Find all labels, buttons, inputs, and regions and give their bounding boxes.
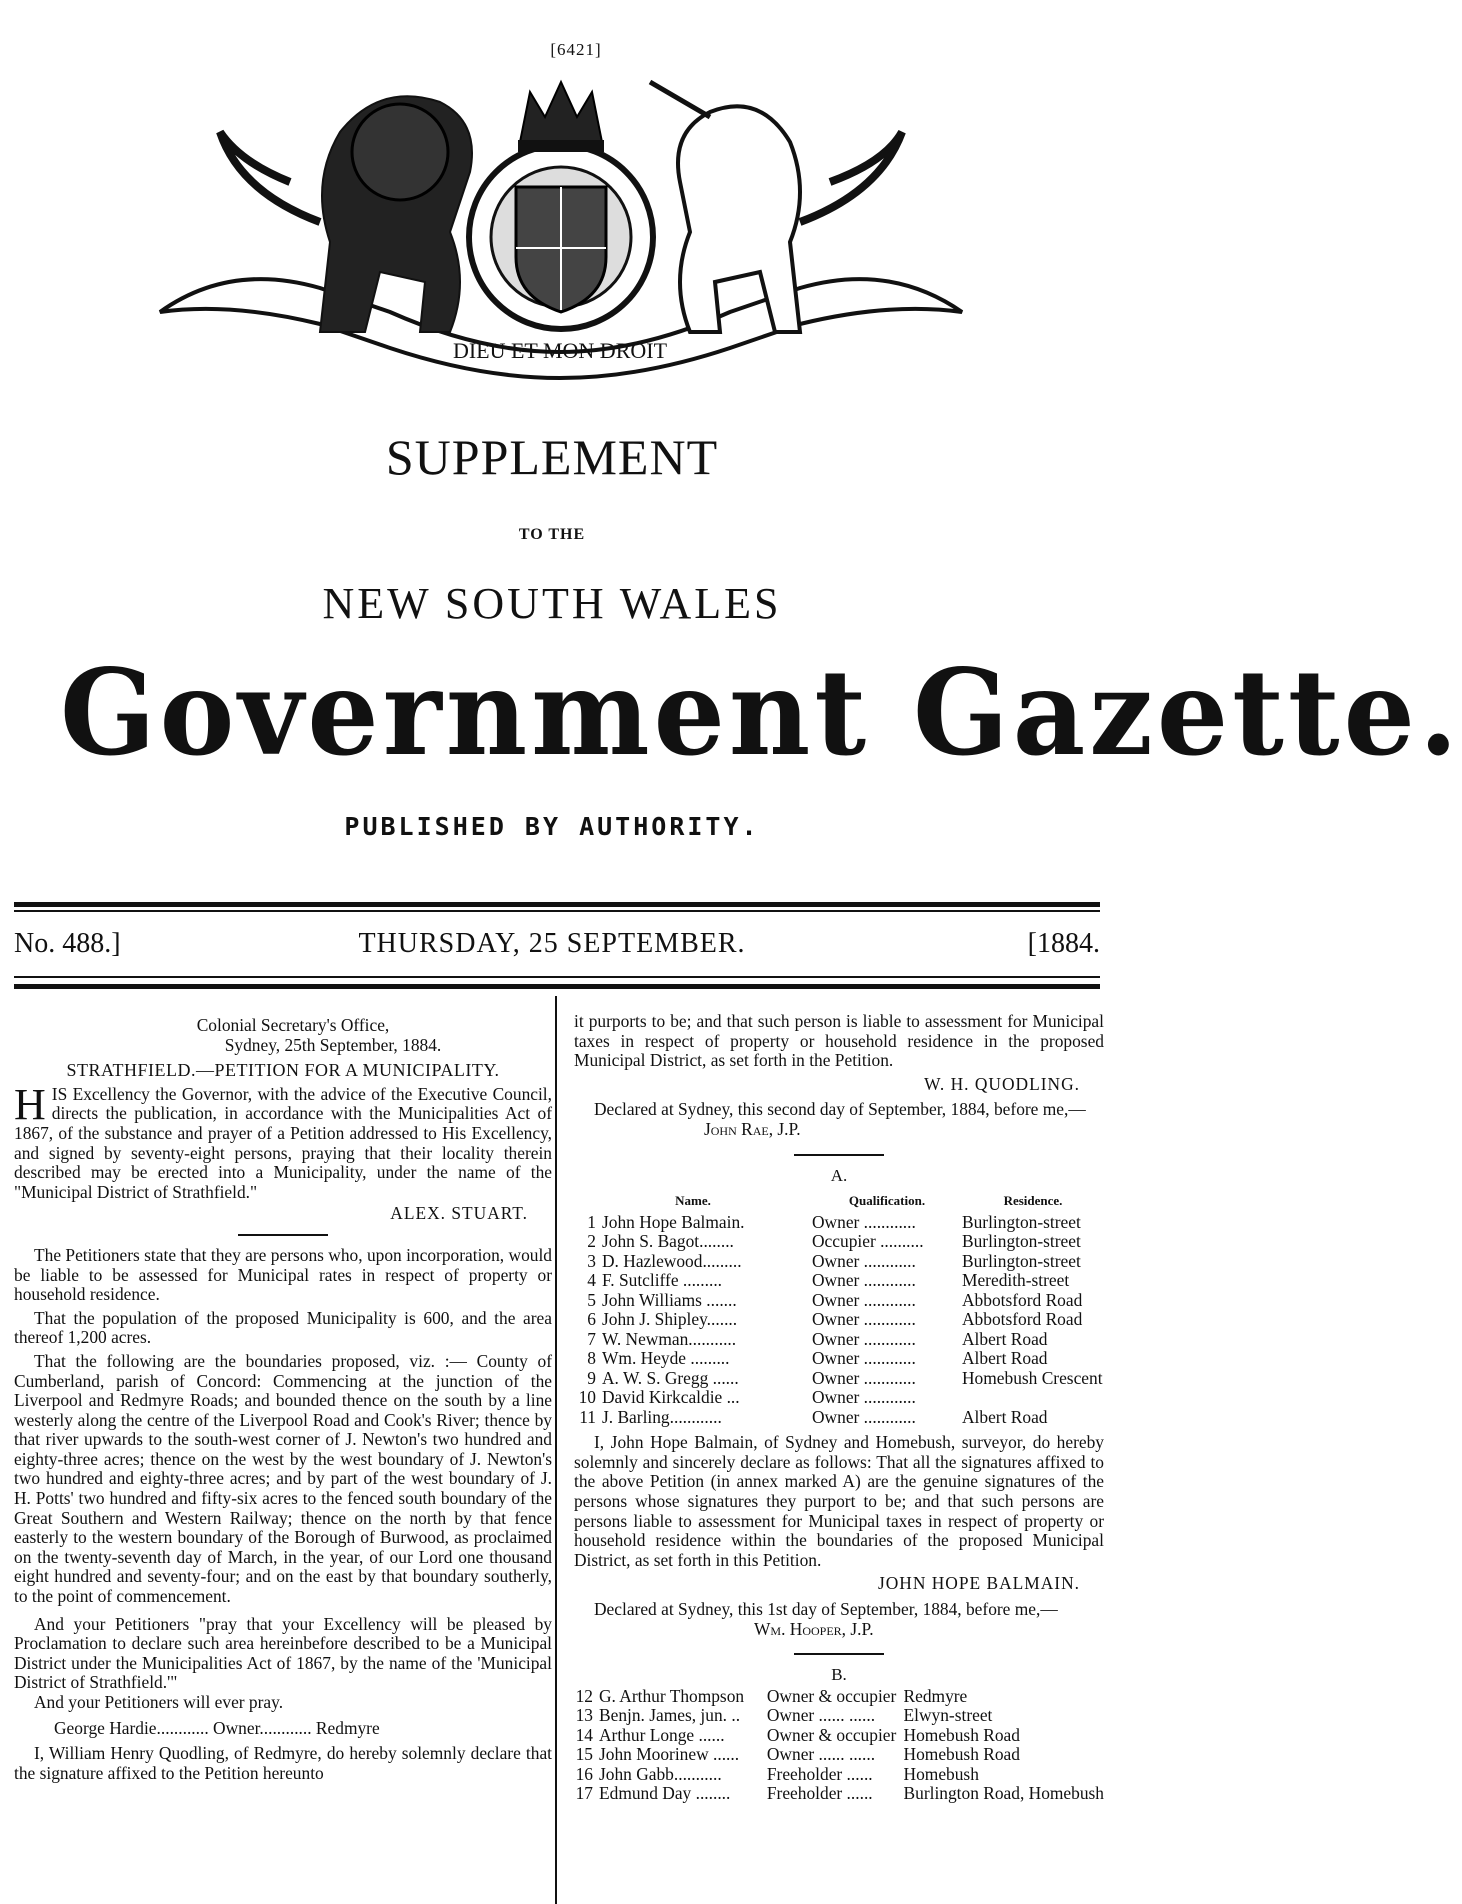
signer-qualification: Owner ............ xyxy=(812,1387,916,1408)
annex-b-label: B. xyxy=(831,1665,847,1685)
royal-coat-of-arms xyxy=(150,62,972,384)
section-rule-b xyxy=(794,1653,884,1655)
signer-number: 15 xyxy=(575,1744,593,1765)
jp-john-rae: John Rae, J.P. xyxy=(704,1118,801,1139)
signer-residence: Redmyre xyxy=(903,1685,968,1706)
header-rule-top-thin xyxy=(14,910,1100,912)
authority-line: PUBLISHED BY AUTHORITY. xyxy=(344,812,760,841)
signer-qualification: Owner ............ xyxy=(812,1406,916,1427)
signer-qualification: Freeholder ...... xyxy=(766,1783,873,1804)
table-row xyxy=(574,1349,1104,1369)
signer-qualification: Owner & occupier xyxy=(766,1685,897,1706)
signer-qualification: Owner ............ xyxy=(812,1309,916,1330)
notice-paragraph-4: That the following are the boundaries proposed, viz. :— County of Cumberland, parish of Concord: Commencing at the junction of the Liverpool and Redmyre Roads; and bounded thence on the south by a line westerly along the centre of the Liverpool Road and Cook's River; thence by that river upwards to the south-west corner of J. Newton's two hundred and eighty-three acres; thence on the west by the west boundary of J. Newton's two hundred and eighty-three acres; and by part of the west boundary of J. H. Potts' two hundred and fifty-six acres to the fenced south boundary of the Great Southern and Western Railway; thence on the north by that fence easterly to the western boundary of the Borough of Burwood, as proclaimed on the twenty-seventh day of March, in the year, of our Lord one thousand eight hundred and seventy-four; and on the east by that boundary southerly, to the point of commencement. xyxy=(14,1350,552,1607)
column-header-residence: Residence. xyxy=(1003,1193,1063,1209)
signer-residence: Burlington-street xyxy=(962,1250,1081,1271)
section-rule-a xyxy=(794,1154,884,1156)
signature-quodling: W. H. QUODLING. xyxy=(924,1073,1080,1094)
signer-qualification: Owner ............ xyxy=(812,1270,916,1291)
notice-paragraph-1: IS Excellency the Governor, with the advice of the Executive Council, directs the publication, in accordance with the Municipalities Act of 1867, of the substance and prayer of a Petition addressed to His Excellency, and signed by seventy-eight persons, praying that their locality therein described may be erected into a Municipality, under the name of the "Municipal District of Strathfield." xyxy=(14,1083,552,1202)
table-row xyxy=(574,1726,1104,1746)
signer-name: John Hope Balmain. xyxy=(602,1211,745,1232)
signer-residence: Elwyn-street xyxy=(903,1705,993,1726)
table-row xyxy=(574,1706,1104,1726)
page-number: [6421] xyxy=(550,40,602,59)
signer-qualification: Owner ...... ...... xyxy=(766,1744,876,1765)
signer-name: John J. Shipley....... xyxy=(602,1309,738,1330)
declared-line-2: Declared at Sydney, this 1st day of September, 1884, before me,— xyxy=(594,1599,1058,1619)
signer-residence: Homebush Crescent xyxy=(962,1367,1103,1388)
header-rule-top xyxy=(14,902,1100,907)
signer-qualification: Owner ...... ...... xyxy=(766,1705,876,1726)
signer-number: 14 xyxy=(575,1724,593,1745)
signer-residence: Homebush Road xyxy=(903,1724,1020,1745)
signer-name: D. Hazlewood......... xyxy=(602,1250,742,1271)
signer-number: 9 xyxy=(587,1367,596,1388)
signer-qualification: Occupier .......... xyxy=(812,1231,924,1252)
declaration-paragraph-1: it purports to be; and that such person is liable to assessment for Municipal taxes in respect of property or household residence in the proposed Municipal District, as set forth in the Petition. xyxy=(574,1011,1104,1071)
signer-residence: Meredith-street xyxy=(962,1270,1070,1291)
signer-name: J. Barling............ xyxy=(602,1406,722,1427)
signer-residence: Abbotsford Road xyxy=(962,1309,1083,1330)
issue-year: [1884. xyxy=(1027,928,1100,959)
right-column xyxy=(574,1012,1104,1804)
signer-number: 12 xyxy=(575,1685,593,1706)
drop-cap: H xyxy=(14,1079,46,1129)
signer-qualification: Owner ............ xyxy=(812,1250,916,1271)
issue-date: THURSDAY, 25 SEPTEMBER. xyxy=(358,928,746,959)
table-row xyxy=(574,1784,1104,1804)
table-row xyxy=(574,1271,1104,1291)
signer-name: David Kirkcaldie ... xyxy=(602,1387,740,1408)
signer-name: A. W. S. Gregg ...... xyxy=(602,1367,739,1388)
issue-rule-upper xyxy=(14,976,1100,978)
gazette-title: Government Gazette. xyxy=(60,644,1462,783)
signer-name: F. Sutcliffe ......... xyxy=(602,1270,723,1291)
signature-balmain: JOHN HOPE BALMAIN. xyxy=(877,1573,1080,1594)
table-row xyxy=(574,1687,1104,1707)
signer-qualification: Owner ............ xyxy=(812,1328,916,1349)
notice-paragraph-2: The Petitioners state that they are persons who, upon incorporation, would be liable to be assessed for Municipal rates in respect of property or household residence. xyxy=(14,1244,552,1305)
signer-name: G. Arthur Thompson xyxy=(599,1685,745,1706)
signer-residence: Burlington-street xyxy=(962,1231,1081,1252)
signer-residence: Burlington-street xyxy=(962,1211,1081,1232)
signer-name: John Gabb........... xyxy=(599,1763,722,1784)
signer-name: John S. Bagot........ xyxy=(602,1231,734,1252)
signer-name: Benjn. James, jun. .. xyxy=(599,1705,741,1726)
notice-paragraph-5: And your Petitioners "pray that your Excellency will be pleased by Proclamation to declare such area hereinbefore described to be a Municipal District under the Municipalities Act of 1867, by the name of the 'Municipal District of Strathfield.'" xyxy=(14,1613,552,1693)
to-the-label: TO THE xyxy=(518,526,586,543)
supplement-title: SUPPLEMENT xyxy=(385,429,719,485)
table-row xyxy=(574,1408,1104,1428)
signer-qualification: Owner ............ xyxy=(812,1289,916,1310)
notice-heading: STRATHFIELD.—PETITION FOR A MUNICIPALITY. xyxy=(66,1060,500,1081)
signer-name: Edmund Day ........ xyxy=(599,1783,731,1804)
annex-a-label: A. xyxy=(830,1165,848,1185)
signer-number: 13 xyxy=(575,1705,593,1726)
signer-residence xyxy=(962,1388,1104,1408)
signer-qualification: Owner ............ xyxy=(812,1348,916,1369)
signer-number: 4 xyxy=(587,1270,596,1291)
signer-residence: Albert Road xyxy=(962,1348,1048,1369)
table-row xyxy=(574,1745,1104,1765)
signer-residence: Albert Road xyxy=(962,1406,1048,1427)
column-header-name: Name. xyxy=(675,1193,711,1209)
table-row xyxy=(574,1252,1104,1272)
signer-name: W. Newman........... xyxy=(602,1328,737,1349)
section-rule xyxy=(238,1234,328,1236)
signer-qualification: Freeholder ...... xyxy=(766,1763,873,1784)
jp-wm-hooper: Wm. Hooper, J.P. xyxy=(754,1618,874,1639)
signer-number: 1 xyxy=(587,1211,596,1232)
office-date: Sydney, 25th September, 1884. xyxy=(224,1034,442,1055)
declared-line-1: Declared at Sydney, this second day of September, 1884, before me,— xyxy=(594,1099,1086,1120)
signer-qualification: Owner & occupier xyxy=(766,1724,897,1745)
issue-number: No. 488.] xyxy=(14,928,121,959)
notice-paragraph-7: I, William Henry Quodling, of Redmyre, do hereby solemnly declare that the signature affixed to the Petition hereunto xyxy=(14,1743,552,1783)
left-column xyxy=(14,1016,552,1783)
state-name: NEW SOUTH WALES xyxy=(322,579,782,628)
signer-residence: Abbotsford Road xyxy=(962,1289,1083,1310)
signer-number: 10 xyxy=(578,1387,596,1408)
table-row xyxy=(574,1330,1104,1350)
table-row xyxy=(574,1291,1104,1311)
office-line: Colonial Secretary's Office, xyxy=(196,1015,390,1035)
signer-number: 6 xyxy=(587,1309,596,1330)
signer-number: 8 xyxy=(587,1348,596,1369)
signer-name: Arthur Longe ...... xyxy=(599,1724,725,1745)
table-row xyxy=(574,1388,1104,1408)
column-header-qualification: Qualification. xyxy=(848,1193,926,1209)
signer-name: John Moorinew ...... xyxy=(599,1744,740,1765)
signer-number: 11 xyxy=(579,1406,596,1427)
declaration-paragraph-2: I, John Hope Balmain, of Sydney and Homebush, surveyor, do hereby solemnly and sincerely declare as follows: That all the signatures affixed to the above Petition (in annex marked A) are the genuine signatures of the persons whose signatures they purport to be; and that such persons are persons liable to assessment for Municipal taxes in respect of property or household residence within the boundaries of the proposed Municipal District, as set forth in this Petition. xyxy=(574,1432,1104,1570)
signer-residence: Homebush Road xyxy=(903,1744,1020,1765)
signature-alex-stuart: ALEX. STUART. xyxy=(390,1203,528,1224)
signer-name: Wm. Heyde ......... xyxy=(602,1348,730,1369)
signer-number: 5 xyxy=(587,1289,596,1310)
column-divider xyxy=(555,996,557,1904)
table-row xyxy=(574,1232,1104,1252)
signer-line: George Hardie............ Owner............ Redmyre xyxy=(54,1717,380,1738)
signers-table-b xyxy=(574,1687,1104,1804)
issue-rule-lower xyxy=(14,984,1100,989)
notice-paragraph-3: That the population of the proposed Municipality is 600, and the area thereof 1,200 acres. xyxy=(14,1307,552,1348)
signer-number: 3 xyxy=(587,1250,596,1271)
signer-residence: Homebush xyxy=(903,1763,979,1784)
motto-text: DIEU ET MON DROIT xyxy=(452,338,668,363)
notice-paragraph-6: And your Petitioners will ever pray. xyxy=(34,1692,284,1712)
signer-qualification: Owner ............ xyxy=(812,1367,916,1388)
signer-name: John Williams ....... xyxy=(602,1289,737,1310)
table-row xyxy=(574,1310,1104,1330)
signer-residence: Burlington Road, Homebush xyxy=(903,1783,1104,1804)
signer-number: 16 xyxy=(575,1763,593,1784)
signer-number: 7 xyxy=(587,1328,596,1349)
signer-residence: Albert Road xyxy=(962,1328,1048,1349)
table-row xyxy=(574,1213,1104,1233)
signer-qualification: Owner ............ xyxy=(812,1211,916,1232)
table-row xyxy=(574,1765,1104,1785)
signers-table-a xyxy=(574,1187,1104,1427)
signer-number: 17 xyxy=(575,1783,593,1804)
table-row xyxy=(574,1369,1104,1389)
signer-number: 2 xyxy=(587,1231,596,1252)
